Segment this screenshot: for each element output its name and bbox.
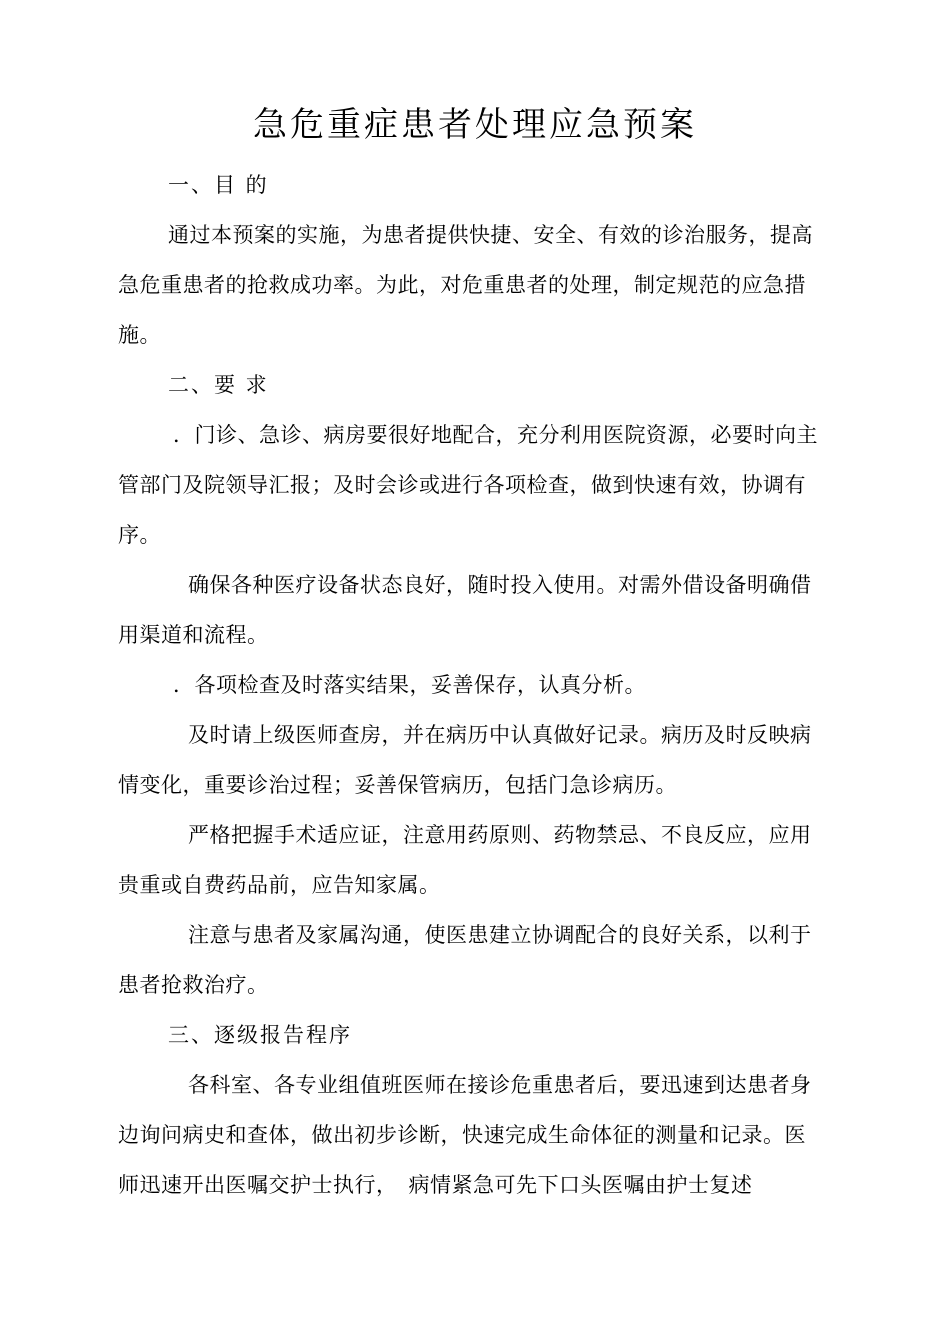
paragraph-reporting-1: 各科室、各专业组值班医师在接诊危重患者后，要迅速到达患者身边询问病史和查体，做出初步诊断，快速完成生命体征的测量和记录。医师迅速开出医嘱交护士执行， 病情紧急可先下口头医嘱由护士复述 [118, 1073, 812, 1197]
section-heading-requirements: 二、要 求 [168, 373, 269, 397]
paragraph-requirement-3: ．各项检查及时落实结果，妥善保存，认真分析。 [173, 673, 646, 697]
paragraph-requirement-6: 注意与患者及家属沟通，使医患建立协调配合的良好关系，以利于患者抢救治疗。 [118, 923, 812, 997]
paragraph-requirement-5: 严格把握手术适应证，注意用药原则、药物禁忌、不良反应，应用贵重或自费药品前，应告知家属。 [118, 823, 812, 897]
paragraph-requirement-4: 及时请上级医师查房，并在病历中认真做好记录。病历及时反映病情变化，重要诊治过程；妥善保管病历，包括门急诊病历。 [118, 723, 812, 797]
section-heading-reporting: 三、逐级报告程序 [168, 1023, 352, 1047]
paragraph-requirement-2: 确保各种医疗设备状态良好，随时投入使用。对需外借设备明确借用渠道和流程。 [118, 573, 812, 647]
document-body [118, 160, 818, 1210]
document-title: 急危重症患者处理应急预案 [253, 105, 697, 145]
paragraph-requirement-1: ．门诊、急诊、病房要很好地配合，充分利用医院资源，必要时向主管部门及院领导汇报；及时会诊或进行各项检查，做到快速有效，协调有序。 [118, 423, 818, 547]
section-heading-purpose: 一、目 的 [168, 173, 269, 197]
paragraph-purpose: 通过本预案的实施，为患者提供快捷、安全、有效的诊治服务，提高急危重患者的抢救成功率。为此，对危重患者的处理，制定规范的应急措施。 [118, 223, 813, 347]
